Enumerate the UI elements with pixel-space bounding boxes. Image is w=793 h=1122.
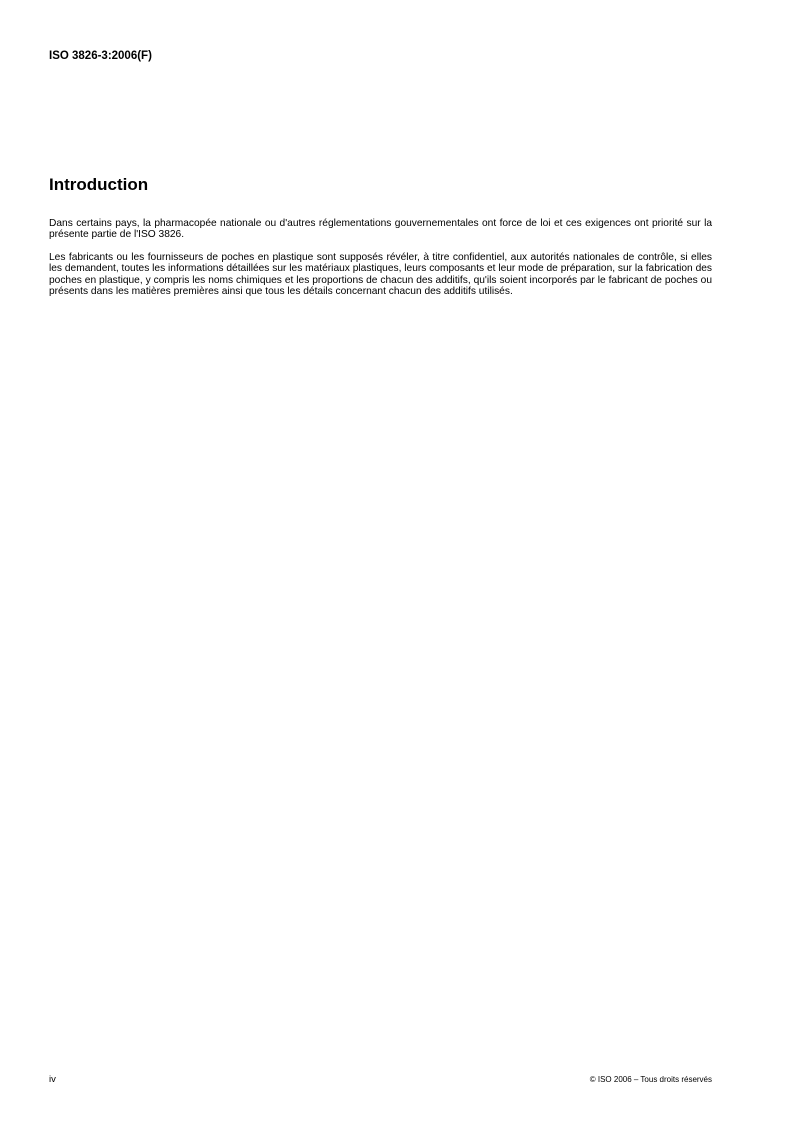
paragraph: Les fabricants ou les fournisseurs de poches en plastique sont supposés révéler, à titre confidentiel, aux autorités nationales de contrôle, si elles les demandent, toutes les informations détaillées sur les matériaux plastiques, leurs composants et leur mode de préparation, sur la fabrication des poches en plastique, y compris les noms chimiques et les proportions de chacun des additifs, qu'ils soient incorporés par le fabricant de poches ou présents dans les matières premières ainsi que tous les détails concernant chacun des additifs utilisés. — [49, 251, 712, 298]
section-title: Introduction — [49, 175, 149, 194]
page-number: iv — [49, 1074, 56, 1085]
copyright-notice: © ISO 2006 – Tous droits réservés — [589, 1075, 712, 1084]
section-body — [49, 218, 712, 308]
paragraph: Dans certains pays, la pharmacopée nationale ou d'autres réglementations gouvernementales ont force de loi et ces exigences ont priorité sur la présente partie de l'ISO 3826. — [49, 218, 712, 241]
document-header-id: ISO 3826-3:2006(F) — [49, 50, 152, 62]
